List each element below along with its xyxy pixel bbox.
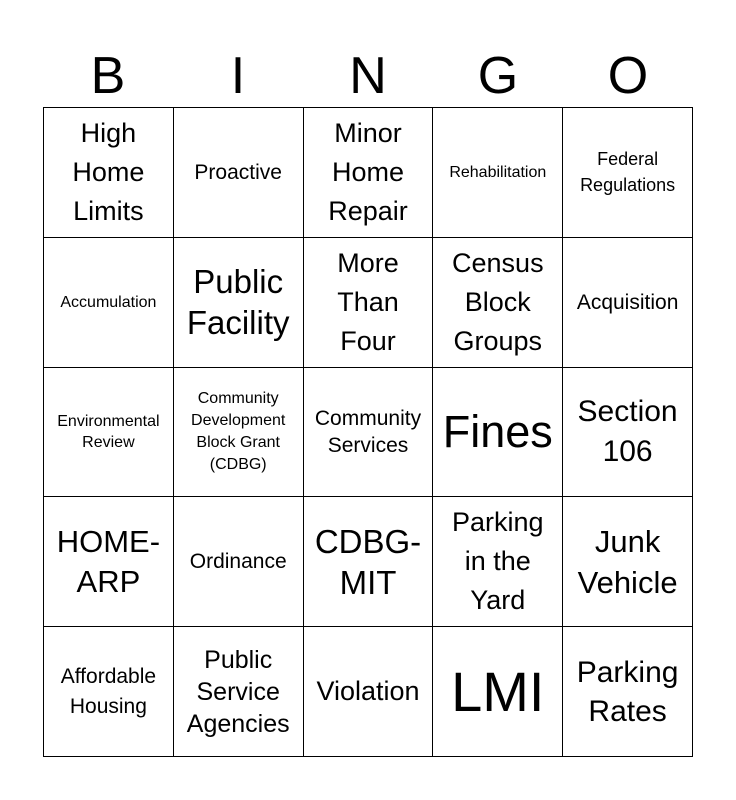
cell-label: HOME-ARP <box>56 523 161 599</box>
bingo-cell[interactable] <box>304 368 434 498</box>
cell-label: Environmental Review <box>57 412 160 451</box>
cell-label: Affordable Housing <box>60 664 157 718</box>
bingo-cell[interactable] <box>174 497 304 627</box>
bingo-cell[interactable] <box>44 108 174 238</box>
cell-label: Ordinance <box>189 550 287 574</box>
bingo-header <box>43 46 693 106</box>
cell-label: Junk Vehicle <box>577 523 678 600</box>
cell-label: Rehabilitation <box>449 163 547 181</box>
cell-label: Proactive <box>194 160 282 184</box>
bingo-cell[interactable] <box>433 238 563 368</box>
cell-label: Census Block Groups <box>452 247 544 356</box>
bingo-cell[interactable] <box>174 108 304 238</box>
bingo-cell[interactable] <box>433 627 563 757</box>
cell-label: Accumulation <box>60 293 157 311</box>
cell-label: Fines <box>442 405 553 457</box>
cell-label: Community Development Block Grant (CDBG) <box>191 389 286 473</box>
bingo-cell[interactable] <box>304 497 434 627</box>
bingo-cell[interactable] <box>563 238 693 368</box>
cell-label: Community Services <box>314 406 422 457</box>
cell-label: Minor Home Repair <box>328 117 408 226</box>
bingo-cell[interactable] <box>174 627 304 757</box>
cell-label: Public Facility <box>186 263 290 342</box>
cell-label: Parking in the Yard <box>452 507 544 616</box>
bingo-cell[interactable] <box>563 497 693 627</box>
bingo-board <box>43 107 693 757</box>
bingo-cell[interactable] <box>44 238 174 368</box>
bingo-cell[interactable] <box>563 368 693 498</box>
bingo-cell[interactable] <box>304 238 434 368</box>
bingo-cell[interactable] <box>304 627 434 757</box>
header-letter-o: O <box>607 47 649 105</box>
bingo-cell[interactable] <box>44 627 174 757</box>
cell-label: More Than Four <box>337 247 399 356</box>
cell-label: Section 106 <box>577 394 678 468</box>
bingo-cell[interactable] <box>44 368 174 498</box>
bingo-cell[interactable] <box>433 108 563 238</box>
header-letter-n: N <box>349 47 387 105</box>
bingo-cell[interactable] <box>563 108 693 238</box>
cell-label: Violation <box>316 676 420 707</box>
cell-label: Public Service Agencies <box>186 645 290 738</box>
bingo-cell[interactable] <box>563 627 693 757</box>
header-letter-g: G <box>477 47 519 105</box>
bingo-cell[interactable] <box>433 497 563 627</box>
bingo-cell[interactable] <box>44 497 174 627</box>
bingo-cell[interactable] <box>433 368 563 498</box>
cell-label: CDBG-MIT <box>314 522 422 601</box>
cell-label: Federal Regulations <box>580 149 676 196</box>
bingo-cell[interactable] <box>304 108 434 238</box>
cell-label: Parking Rates <box>576 655 679 728</box>
cell-label: Acquisition <box>576 290 679 314</box>
cell-label: LMI <box>451 659 545 723</box>
bingo-cell[interactable] <box>174 368 304 498</box>
bingo-cell[interactable] <box>174 238 304 368</box>
header-letter-i: I <box>230 47 246 105</box>
cell-label: High Home Limits <box>72 117 145 226</box>
header-letter-b: B <box>90 47 126 105</box>
